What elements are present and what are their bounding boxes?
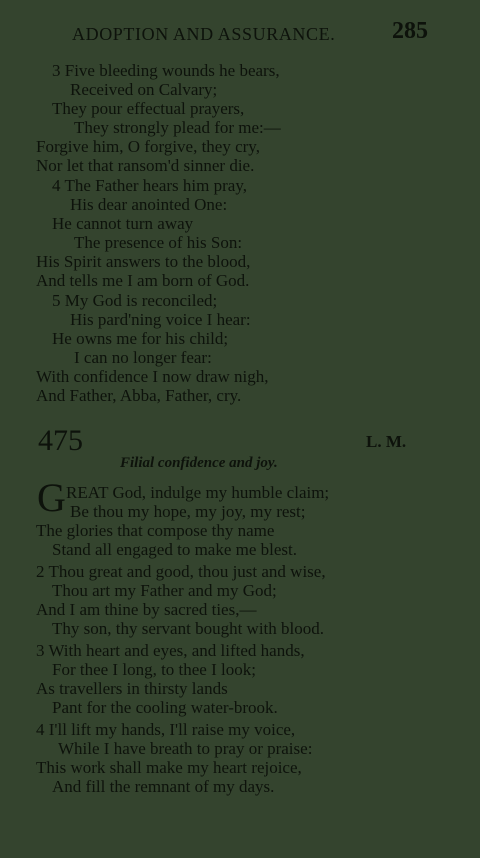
- hymn-meter: L. M.: [366, 432, 407, 451]
- verse-line: His pard'ning voice I hear:: [70, 310, 251, 329]
- verse-line: And Father, Abba, Father, cry.: [36, 386, 242, 405]
- verse-line: They pour effectual prayers,: [52, 99, 245, 118]
- verse-line: With confidence I now draw nigh,: [36, 367, 269, 386]
- verse-line: Received on Calvary;: [70, 80, 218, 99]
- drop-cap: G: [37, 475, 66, 520]
- verse-line: They strongly plead for me:—: [74, 118, 281, 137]
- verse-line: 5 My God is reconciled;: [52, 291, 218, 310]
- verse-line: Thy son, thy servant bought with blood.: [52, 619, 324, 638]
- verse-line: Be thou my hope, my joy, my rest;: [70, 502, 306, 521]
- verse-line: 2 Thou great and good, thou just and wise,: [36, 562, 326, 581]
- verse-line: Thou art my Father and my God;: [52, 581, 277, 600]
- verse-line: As travellers in thirsty lands: [36, 679, 228, 698]
- hymn-subtitle: Filial confidence and joy.: [120, 455, 278, 471]
- running-header: ADOPTION AND ASSURANCE.: [72, 24, 336, 44]
- verse-line: 3 Five bleeding wounds he bears,: [52, 61, 280, 80]
- verse-line: The presence of his Son:: [74, 233, 243, 252]
- hymn-number: 475: [38, 424, 83, 457]
- verse-line: He cannot turn away: [52, 214, 194, 233]
- verse-line: Forgive him, O forgive, they cry,: [36, 137, 260, 156]
- verse-line: The glories that compose thy name: [36, 521, 275, 540]
- verse-line: Pant for the cooling water-brook.: [52, 698, 278, 717]
- verse-line: For thee I long, to thee I look;: [52, 660, 256, 679]
- verse-line: 4 I'll lift my hands, I'll raise my voice,: [36, 720, 296, 739]
- verse-line: Stand all engaged to make me blest.: [52, 540, 298, 559]
- page-number: 285: [392, 18, 428, 44]
- verse-line: While I have breath to pray or praise:: [58, 739, 313, 758]
- verse-line: And tells me I am born of God.: [36, 271, 250, 290]
- verse-line: REAT God, indulge my humble claim;: [66, 483, 330, 502]
- verse-line: 4 The Father hears him pray,: [52, 176, 247, 195]
- verse-line: 3 With heart and eyes, and lifted hands,: [36, 641, 305, 660]
- verse-line: He owns me for his child;: [52, 329, 229, 348]
- verse-line: His Spirit answers to the blood,: [36, 252, 251, 271]
- verse-line: His dear anointed One:: [70, 195, 228, 214]
- verse-line: And fill the remnant of my days.: [52, 777, 275, 796]
- verse-line: Nor let that ransom'd sinner die.: [36, 156, 255, 175]
- verse-line: And I am thine by sacred ties,—: [36, 600, 257, 619]
- verse-line: I can no longer fear:: [74, 348, 212, 367]
- verse-line: This work shall make my heart rejoice,: [36, 758, 302, 777]
